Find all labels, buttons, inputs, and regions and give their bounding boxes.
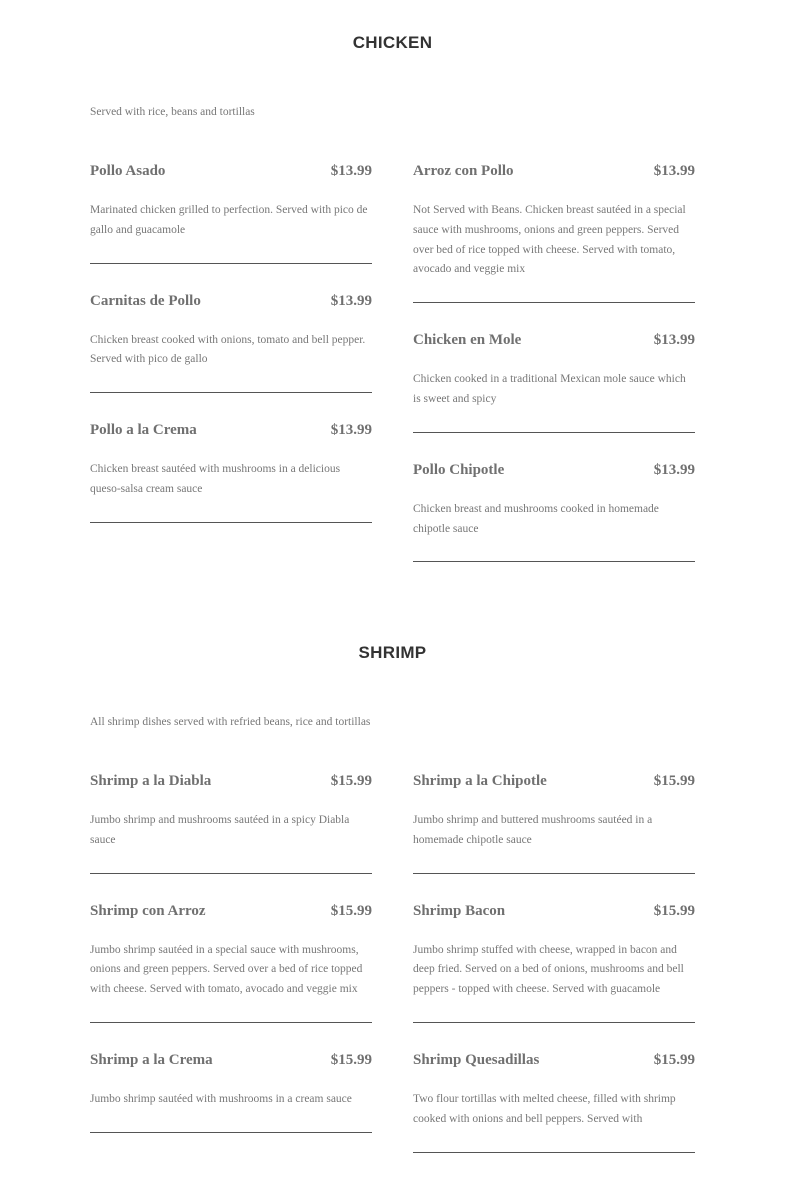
item-name: Arroz con Pollo xyxy=(413,163,514,179)
menu-item xyxy=(90,422,372,523)
item-price: $15.99 xyxy=(330,902,372,919)
menu-column-left xyxy=(90,773,372,1162)
item-name: Pollo Chipotle xyxy=(413,461,505,478)
section-title: SHRIMP xyxy=(358,643,427,662)
item-price: $15.99 xyxy=(330,773,372,789)
item-description: Marinated chicken grilled to perfection. Served with pico de gallo and guacamole xyxy=(90,204,368,236)
item-price: $13.99 xyxy=(330,163,372,179)
item-price: $13.99 xyxy=(653,461,695,478)
menu-item xyxy=(413,1052,695,1153)
item-description: Jumbo shrimp and buttered mushrooms sautéed in a homemade chipotle sauce xyxy=(413,814,653,846)
item-name: Shrimp a la Crema xyxy=(90,1051,213,1068)
item-name: Shrimp Bacon xyxy=(413,902,506,919)
item-name: Shrimp a la Diabla xyxy=(90,773,212,789)
item-name: Shrimp a la Chipotle xyxy=(413,773,547,789)
menu-item xyxy=(90,293,372,394)
menu-item xyxy=(90,773,372,874)
item-description: Chicken breast sautéed with mushrooms in a delicious queso-salsa cream sauce xyxy=(90,463,341,495)
item-price: $15.99 xyxy=(330,1051,372,1068)
menu-item xyxy=(90,903,372,1023)
menu-item xyxy=(413,462,695,563)
item-name: Chicken en Mole xyxy=(413,332,522,349)
section-title: CHICKEN xyxy=(352,33,433,52)
item-description: Chicken cooked in a traditional Mexican mole sauce which is sweet and spicy xyxy=(413,373,686,405)
item-price: $13.99 xyxy=(330,292,372,309)
item-price: $13.99 xyxy=(330,422,372,439)
item-name: Pollo a la Crema xyxy=(90,422,197,439)
item-description: Chicken breast cooked with onions, tomato and bell pepper. Served with pico de gallo xyxy=(90,333,366,366)
item-description: Jumbo shrimp stuffed with cheese, wrapped in bacon and deep fried. Served on a bed of onions, mushrooms and bell peppers - topped with cheese. Served with guacamole xyxy=(413,943,684,996)
item-description: Not Served with Beans. Chicken breast sautéed in a special sauce with mushrooms, onions and green peppers. Served over bed of rice topped with cheese. Served with tomato, avocado and veggie mix xyxy=(413,204,686,276)
item-description: Jumbo shrimp and mushrooms sautéed in a spicy Diabla sauce xyxy=(90,814,350,846)
item-price: $15.99 xyxy=(653,1051,695,1068)
section-note: Served with rice, beans and tortillas xyxy=(90,106,255,118)
menu-item xyxy=(413,163,695,303)
section-note: All shrimp dishes served with refried beans, rice and tortillas xyxy=(90,716,371,728)
menu-item xyxy=(90,1052,372,1133)
menu-column-left xyxy=(90,163,372,552)
item-price: $15.99 xyxy=(653,773,695,789)
item-description: Jumbo shrimp sautéed in a special sauce with mushrooms, onions and green peppers. Served over a bed of rice topped with cheese. Served with tomato, avocado and veggie mix xyxy=(90,943,363,996)
item-price: $13.99 xyxy=(653,163,695,179)
item-price: $15.99 xyxy=(653,902,695,919)
menu-column-right xyxy=(413,773,695,1182)
item-description: Two flour tortillas with melted cheese, filled with shrimp cooked with onions and bell peppers. Served with xyxy=(413,1092,676,1125)
item-name: Pollo Asado xyxy=(90,163,166,179)
item-name: Carnitas de Pollo xyxy=(90,292,201,309)
menu-item xyxy=(413,332,695,433)
item-name: Shrimp Quesadillas xyxy=(413,1051,540,1068)
menu-item xyxy=(90,163,372,264)
item-description: Chicken breast and mushrooms cooked in homemade chipotle sauce xyxy=(413,502,659,535)
item-price: $13.99 xyxy=(653,332,695,349)
item-description: Jumbo shrimp sautéed with mushrooms in a cream sauce xyxy=(90,1092,352,1105)
menu-column-right xyxy=(413,163,695,591)
item-name: Shrimp con Arroz xyxy=(90,902,206,919)
menu-item xyxy=(413,903,695,1023)
menu-item xyxy=(413,773,695,874)
